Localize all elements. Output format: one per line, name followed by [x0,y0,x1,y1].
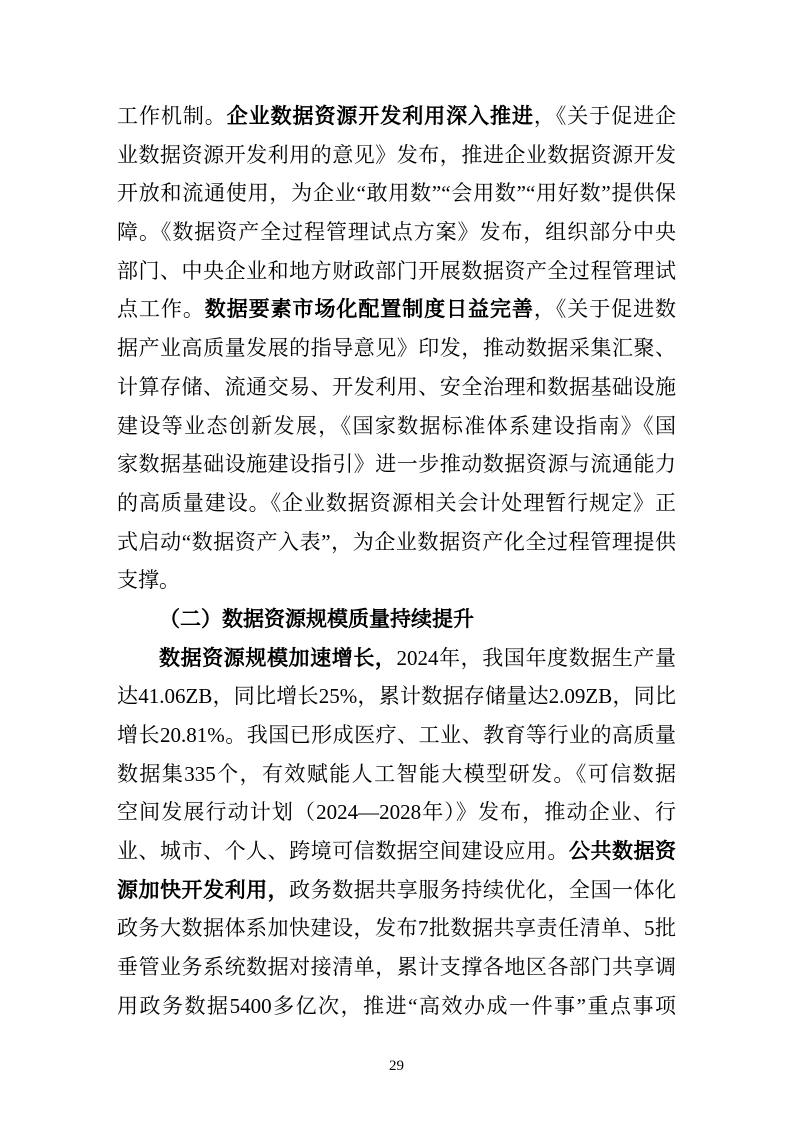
text-line [117,136,676,175]
text-segment: 点工作。 [117,297,205,322]
text-segment: 业、城市、个人、跨境可信数据空间建设应用。 [117,839,569,864]
text-segment: 用政务数据5400多亿次，推进“高效办成一件事”重点事项 [117,993,676,1018]
bold-text-segment: 公共数据资 [568,839,676,864]
text-segment: 政务大数据体系加快建设，发布7批数据共享责任清单、5批 [117,916,676,941]
text-line [117,484,676,523]
text-line [117,445,676,484]
text-line [117,252,676,291]
text-line [117,948,676,987]
text-line [117,909,676,948]
text-line [117,716,676,755]
text-line [117,793,676,832]
text-line [117,600,676,639]
text-segment: 政务数据共享服务持续优化，全国一体化 [289,877,676,902]
text-line [117,832,676,871]
text-segment: 工作机制。 [117,104,227,128]
text-segment: 增长20.81%。我国已形成医疗、工业、教育等行业的高质量 [117,723,676,747]
section-heading [117,600,676,639]
text-line [117,523,676,562]
paragraph-continuation [117,97,676,600]
paragraph-data-scale [117,639,676,1026]
text-line [117,213,676,252]
text-line [117,677,676,716]
text-line [117,561,676,600]
text-segment: ，《关于促进企 [533,104,676,128]
text-segment: 空间发展行动计划（2024—2028年）》发布，推动企业、行 [117,800,676,825]
text-line [117,407,676,446]
text-segment: 开放和流通使用，为企业“敢用数”“会用数”“用好数”提供保 [117,181,676,206]
text-line [117,639,676,678]
text-segment: 建设等业态创新发展，《国家数据标准体系建设指南》《国 [117,413,676,438]
text-line [117,987,676,1026]
text-line [117,871,676,910]
text-line [117,329,676,368]
text-segment: 家数据基础设施建设指引》进一步推动数据资源与流通能力 [117,452,676,477]
document-body [117,97,676,1026]
text-segment: 2024年，我国年度数据生产量 [396,645,676,670]
text-segment: 垂管业务系统数据对接清单，累计支撑各地区各部门共享调 [117,955,676,980]
bold-text-segment: （二）数据资源规模质量持续提升 [159,606,474,631]
text-segment: 式启动“数据资产入表”，为企业数据资产化全过程管理提供 [117,529,676,554]
text-line [117,174,676,213]
text-segment: ，《关于促进数 [533,297,676,322]
text-segment: 据产业高质量发展的指导意见》印发，推动数据采集汇聚、 [117,336,676,361]
bold-text-segment: 数据资源规模加速增长， [159,645,397,670]
text-segment: 障。《数据资产全过程管理试点方案》发布，组织部分中央 [117,220,676,245]
text-segment: 部门、中央企业和地方财政部门开展数据资产全过程管理试 [117,258,676,283]
text-segment: 达41.06ZB，同比增长25%，累计数据存储量达2.09ZB，同比 [117,684,676,709]
page-number: 29 [389,1058,404,1074]
text-segment: 计算存储、流通交易、开发利用、安全治理和数据基础设施 [117,374,676,399]
bold-text-segment: 数据要素市场化配置制度日益完善 [204,297,534,322]
bold-text-segment: 源加快开发利用， [117,877,290,902]
text-line [117,97,676,136]
text-line [117,290,676,329]
text-line [117,368,676,407]
text-segment: 支撑。 [117,568,180,593]
bold-text-segment: 企业数据资源开发利用深入推进 [226,104,534,128]
text-segment: 业数据资源开发利用的意见》发布，推进企业数据资源开发 [117,142,676,167]
text-segment: 数据集335个，有效赋能人工智能大模型研发。《可信数据 [117,761,676,786]
text-line [117,755,676,794]
text-segment: 的高质量建设。《企业数据资源相关会计处理暂行规定》正 [117,490,676,515]
